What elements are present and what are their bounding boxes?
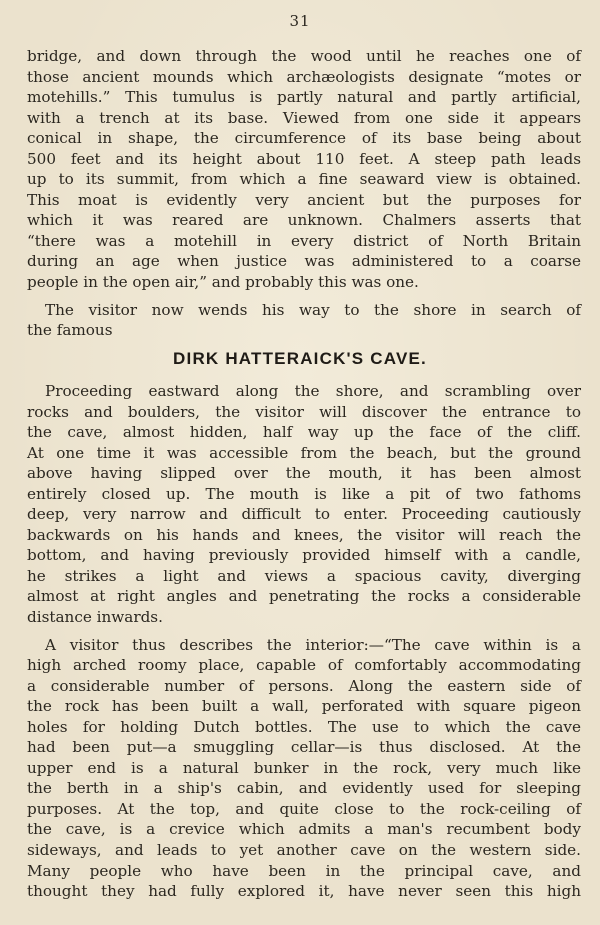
text-line: the cave, almost hidden, half way up the face of the cliff.: [27, 423, 581, 442]
section-title: DIRK HATTERAICK'S CAVE.: [173, 349, 427, 368]
text-line: bridge, and down through the wood until he reaches one of: [27, 47, 581, 65]
text-line: Proceeding eastward along the shore, and scrambling over: [45, 382, 581, 400]
text-line: those ancient mounds which archæologists designate “motes or: [27, 67, 581, 86]
text-line: the berth in a ship's cabin, and evidently used for sleeping: [27, 779, 581, 798]
text-line: the rock has been built a wall, perforated with square pigeon: [27, 697, 581, 716]
text-block-moat: [27, 46, 581, 341]
text-line: upper end is a natural bunker in the rock, very much like: [27, 758, 581, 777]
text-line: almost at right angles and penetrating the rocks a considerable: [27, 587, 581, 606]
text-line: distance inwards.: [27, 608, 163, 627]
text-line: A visitor thus describes the interior:—“The cave within is a: [45, 635, 581, 654]
text-line: “there was a motehill in every district of North Britain: [27, 231, 581, 250]
text-line: sideways, and leads to yet another cave on the western side.: [27, 841, 581, 860]
text-line: with a trench at its base. Viewed from one side it appears: [27, 108, 581, 127]
text-line: rocks and boulders, the visitor will discover the entrance to: [27, 402, 581, 421]
text-line: purposes. At the top, and quite close to the rock-ceiling of: [27, 799, 581, 818]
text-line: Many people who have been in the principal cave, and: [27, 861, 581, 880]
text-line: deep, very narrow and difficult to enter. Proceeding cautiously: [27, 505, 581, 524]
text-line: bottom, and having previously provided himself with a candle,: [27, 546, 581, 565]
text-line: high arched roomy place, capable of comfortably accommodating: [27, 656, 581, 675]
text-line: This moat is evidently very ancient but the purposes for: [27, 190, 581, 209]
text-line: the cave, is a crevice which admits a man's recumbent body: [27, 820, 581, 839]
text-line: conical in shape, the circumference of its base being about: [27, 129, 581, 148]
text-line: entirely closed up. The mouth is like a pit of two fathoms: [27, 484, 581, 503]
text-line: he strikes a light and views a spacious cavity, diverging: [27, 566, 581, 585]
text-line: thought they had fully explored it, have never seen this high: [27, 882, 581, 901]
text-line: the famous: [27, 321, 113, 340]
text-line: which it was reared are unknown. Chalmers asserts that: [27, 211, 581, 230]
text-line: above having slipped over the mouth, it has been almost: [27, 464, 581, 483]
text-line: 500 feet and its height about 110 feet. A steep path leads: [27, 149, 581, 168]
text-line: up to its summit, from which a fine seaward view is obtained.: [27, 170, 581, 189]
text-line: had been put—a smuggling cellar—is thus disclosed. At the: [27, 738, 581, 757]
text-line: motehills.” This tumulus is partly natural and partly artificial,: [27, 88, 581, 107]
text-line: holes for holding Dutch bottles. The use to which the cave: [27, 717, 581, 736]
text-line: backwards on his hands and knees, the visitor will reach the: [27, 525, 581, 544]
text-line: a considerable number of persons. Along the eastern side of: [27, 676, 581, 695]
text-line: during an age when justice was administered to a coarse: [27, 252, 581, 271]
text-line: At one time it was accessible from the beach, but the ground: [27, 443, 581, 462]
text-line: The visitor now wends his way to the shore in search of: [45, 300, 581, 319]
text-block-cave: [27, 381, 581, 902]
page-number: 31: [289, 12, 311, 30]
text-line: people in the open air,” and probably this was one.: [27, 273, 419, 292]
